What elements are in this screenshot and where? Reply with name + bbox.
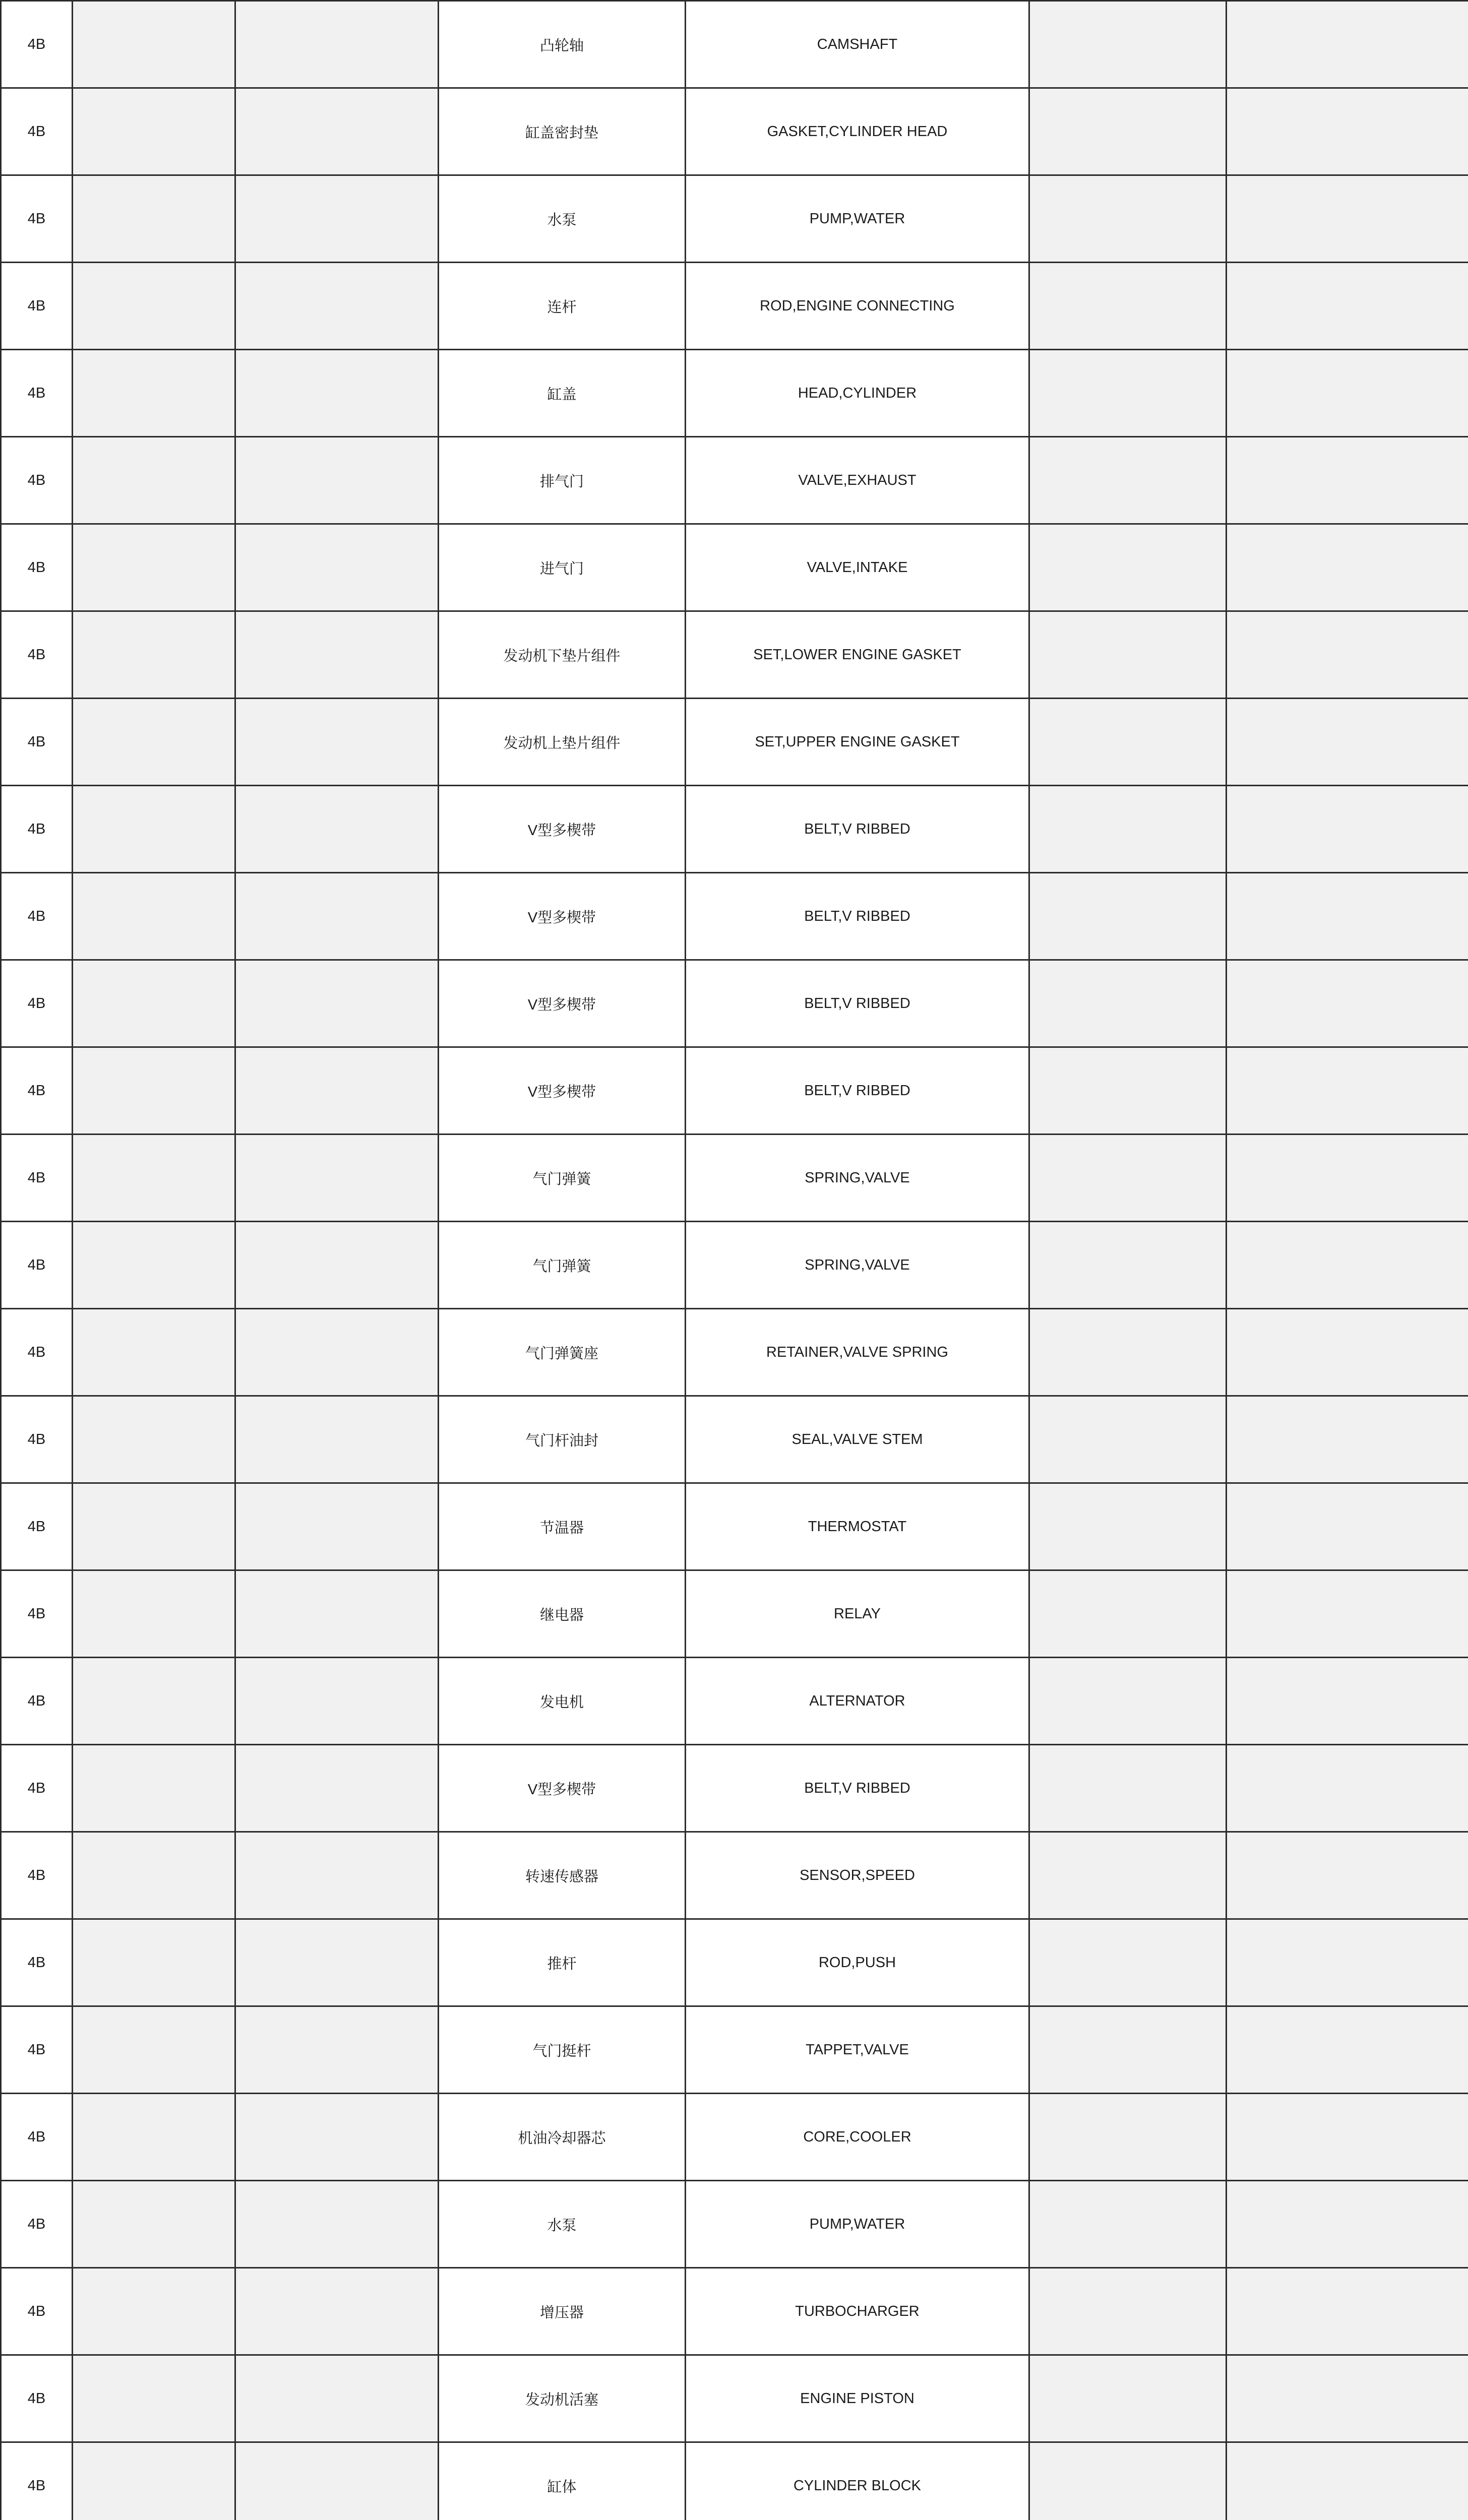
empty-cell-2: [235, 263, 439, 350]
empty-cell-2: [235, 699, 439, 786]
empty-cell-2: [235, 1570, 439, 1658]
table-row: [1, 2181, 1468, 2268]
empty-cell-4: [1227, 2355, 1468, 2442]
empty-cell-3: [1029, 1135, 1227, 1222]
chinese-name-cell: 气门弹簧座: [439, 1309, 686, 1396]
empty-cell-3: [1029, 2006, 1227, 2094]
english-name-cell: CYLINDER BLOCK: [686, 2442, 1029, 2520]
code-cell: 4B: [1, 1, 73, 88]
empty-cell-4: [1227, 524, 1468, 611]
empty-cell-2: [235, 786, 439, 873]
empty-cell-3: [1029, 1658, 1227, 1745]
empty-cell-2: [235, 1, 439, 88]
code-cell: 4B: [1, 1135, 73, 1222]
chinese-name-cell: 缸盖: [439, 350, 686, 437]
empty-cell-2: [235, 1745, 439, 1832]
table-row: [1, 1745, 1468, 1832]
empty-cell-2: [235, 611, 439, 699]
empty-cell-4: [1227, 1135, 1468, 1222]
english-name-cell: CORE,COOLER: [686, 2094, 1029, 2181]
chinese-name-cell: 排气门: [439, 437, 686, 524]
empty-cell-2: [235, 175, 439, 263]
chinese-name-cell: 水泵: [439, 2181, 686, 2268]
empty-cell-4: [1227, 1483, 1468, 1570]
empty-cell-1: [73, 2355, 235, 2442]
chinese-name-cell: V型多楔带: [439, 1047, 686, 1135]
table-body: [1, 1, 1468, 2520]
empty-cell-3: [1029, 1745, 1227, 1832]
table-row: [1, 175, 1468, 263]
english-name-cell: BELT,V RIBBED: [686, 1047, 1029, 1135]
empty-cell-4: [1227, 2094, 1468, 2181]
empty-cell-3: [1029, 1570, 1227, 1658]
chinese-name-cell: 发动机下垫片组件: [439, 611, 686, 699]
code-cell: 4B: [1, 1047, 73, 1135]
english-name-cell: BELT,V RIBBED: [686, 873, 1029, 960]
english-name-cell: CAMSHAFT: [686, 1, 1029, 88]
empty-cell-3: [1029, 2094, 1227, 2181]
empty-cell-4: [1227, 1832, 1468, 1919]
chinese-name-cell: 连杆: [439, 263, 686, 350]
english-name-cell: BELT,V RIBBED: [686, 1745, 1029, 1832]
table-row: [1, 88, 1468, 175]
chinese-name-cell: 气门杆油封: [439, 1396, 686, 1483]
empty-cell-4: [1227, 873, 1468, 960]
table-row: [1, 873, 1468, 960]
empty-cell-4: [1227, 611, 1468, 699]
code-cell: 4B: [1, 873, 73, 960]
english-name-cell: VALVE,INTAKE: [686, 524, 1029, 611]
code-cell: 4B: [1, 699, 73, 786]
empty-cell-4: [1227, 699, 1468, 786]
code-cell: 4B: [1, 960, 73, 1047]
english-name-cell: GASKET,CYLINDER HEAD: [686, 88, 1029, 175]
empty-cell-3: [1029, 437, 1227, 524]
english-name-cell: BELT,V RIBBED: [686, 786, 1029, 873]
empty-cell-1: [73, 437, 235, 524]
empty-cell-4: [1227, 1570, 1468, 1658]
empty-cell-3: [1029, 786, 1227, 873]
empty-cell-1: [73, 1047, 235, 1135]
chinese-name-cell: 推杆: [439, 1919, 686, 2006]
empty-cell-1: [73, 1658, 235, 1745]
empty-cell-2: [235, 1483, 439, 1570]
empty-cell-1: [73, 1309, 235, 1396]
table-row: [1, 2355, 1468, 2442]
empty-cell-4: [1227, 1, 1468, 88]
table-row: [1, 2094, 1468, 2181]
empty-cell-1: [73, 1, 235, 88]
chinese-name-cell: 机油冷却器芯: [439, 2094, 686, 2181]
english-name-cell: TAPPET,VALVE: [686, 2006, 1029, 2094]
empty-cell-3: [1029, 1483, 1227, 1570]
table-row: [1, 1832, 1468, 1919]
table-row: [1, 1658, 1468, 1745]
table-row: [1, 1919, 1468, 2006]
empty-cell-4: [1227, 2006, 1468, 2094]
empty-cell-3: [1029, 1309, 1227, 1396]
chinese-name-cell: V型多楔带: [439, 786, 686, 873]
chinese-name-cell: 发动机活塞: [439, 2355, 686, 2442]
code-cell: 4B: [1, 2268, 73, 2355]
empty-cell-2: [235, 524, 439, 611]
empty-cell-4: [1227, 350, 1468, 437]
empty-cell-3: [1029, 1222, 1227, 1309]
table-row: [1, 1, 1468, 88]
english-name-cell: HEAD,CYLINDER: [686, 350, 1029, 437]
chinese-name-cell: 发电机: [439, 1658, 686, 1745]
table-row: [1, 2268, 1468, 2355]
empty-cell-4: [1227, 960, 1468, 1047]
chinese-name-cell: 转速传感器: [439, 1832, 686, 1919]
code-cell: 4B: [1, 2355, 73, 2442]
empty-cell-2: [235, 873, 439, 960]
code-cell: 4B: [1, 2181, 73, 2268]
empty-cell-3: [1029, 524, 1227, 611]
empty-cell-3: [1029, 263, 1227, 350]
empty-cell-4: [1227, 1745, 1468, 1832]
code-cell: 4B: [1, 263, 73, 350]
table-row: [1, 1309, 1468, 1396]
chinese-name-cell: 节温器: [439, 1483, 686, 1570]
code-cell: 4B: [1, 1222, 73, 1309]
empty-cell-3: [1029, 175, 1227, 263]
empty-cell-1: [73, 524, 235, 611]
empty-cell-3: [1029, 1, 1227, 88]
empty-cell-2: [235, 1396, 439, 1483]
table-row: [1, 699, 1468, 786]
chinese-name-cell: 缸盖密封垫: [439, 88, 686, 175]
empty-cell-2: [235, 437, 439, 524]
code-cell: 4B: [1, 2094, 73, 2181]
empty-cell-1: [73, 1483, 235, 1570]
empty-cell-3: [1029, 2181, 1227, 2268]
empty-cell-2: [235, 1135, 439, 1222]
empty-cell-1: [73, 2268, 235, 2355]
english-name-cell: SEAL,VALVE STEM: [686, 1396, 1029, 1483]
empty-cell-4: [1227, 88, 1468, 175]
table-row: [1, 2442, 1468, 2520]
empty-cell-1: [73, 873, 235, 960]
empty-cell-1: [73, 1570, 235, 1658]
empty-cell-3: [1029, 2442, 1227, 2520]
empty-cell-1: [73, 1135, 235, 1222]
english-name-cell: PUMP,WATER: [686, 2181, 1029, 2268]
empty-cell-2: [235, 2094, 439, 2181]
empty-cell-1: [73, 175, 235, 263]
empty-cell-1: [73, 786, 235, 873]
code-cell: 4B: [1, 437, 73, 524]
chinese-name-cell: 进气门: [439, 524, 686, 611]
english-name-cell: ENGINE PISTON: [686, 2355, 1029, 2442]
empty-cell-2: [235, 2181, 439, 2268]
chinese-name-cell: V型多楔带: [439, 1745, 686, 1832]
chinese-name-cell: 发动机上垫片组件: [439, 699, 686, 786]
empty-cell-2: [235, 350, 439, 437]
code-cell: 4B: [1, 1745, 73, 1832]
empty-cell-2: [235, 1919, 439, 2006]
empty-cell-3: [1029, 611, 1227, 699]
empty-cell-3: [1029, 2355, 1227, 2442]
code-cell: 4B: [1, 175, 73, 263]
empty-cell-2: [235, 1309, 439, 1396]
code-cell: 4B: [1, 1309, 73, 1396]
empty-cell-2: [235, 2355, 439, 2442]
english-name-cell: SPRING,VALVE: [686, 1135, 1029, 1222]
empty-cell-2: [235, 88, 439, 175]
code-cell: 4B: [1, 1570, 73, 1658]
code-cell: 4B: [1, 1396, 73, 1483]
code-cell: 4B: [1, 524, 73, 611]
empty-cell-1: [73, 2094, 235, 2181]
chinese-name-cell: 气门弹簧: [439, 1135, 686, 1222]
chinese-name-cell: 气门挺杆: [439, 2006, 686, 2094]
code-cell: 4B: [1, 611, 73, 699]
empty-cell-1: [73, 1222, 235, 1309]
english-name-cell: RELAY: [686, 1570, 1029, 1658]
code-cell: 4B: [1, 2442, 73, 2520]
empty-cell-4: [1227, 263, 1468, 350]
table-row: [1, 1047, 1468, 1135]
empty-cell-4: [1227, 1396, 1468, 1483]
empty-cell-4: [1227, 437, 1468, 524]
chinese-name-cell: V型多楔带: [439, 960, 686, 1047]
english-name-cell: PUMP,WATER: [686, 175, 1029, 263]
english-name-cell: BELT,V RIBBED: [686, 960, 1029, 1047]
english-name-cell: SENSOR,SPEED: [686, 1832, 1029, 1919]
empty-cell-1: [73, 350, 235, 437]
empty-cell-2: [235, 2268, 439, 2355]
table-row: [1, 524, 1468, 611]
code-cell: 4B: [1, 1919, 73, 2006]
empty-cell-4: [1227, 786, 1468, 873]
empty-cell-2: [235, 2442, 439, 2520]
empty-cell-4: [1227, 1222, 1468, 1309]
empty-cell-3: [1029, 873, 1227, 960]
chinese-name-cell: V型多楔带: [439, 873, 686, 960]
chinese-name-cell: 缸体: [439, 2442, 686, 2520]
table-row: [1, 1135, 1468, 1222]
empty-cell-1: [73, 88, 235, 175]
empty-cell-1: [73, 2442, 235, 2520]
table-row: [1, 263, 1468, 350]
table-row: [1, 1570, 1468, 1658]
empty-cell-3: [1029, 960, 1227, 1047]
table-row: [1, 437, 1468, 524]
empty-cell-2: [235, 1047, 439, 1135]
empty-cell-4: [1227, 1919, 1468, 2006]
code-cell: 4B: [1, 1832, 73, 1919]
english-name-cell: ROD,PUSH: [686, 1919, 1029, 2006]
empty-cell-1: [73, 1745, 235, 1832]
empty-cell-1: [73, 960, 235, 1047]
table-row: [1, 786, 1468, 873]
empty-cell-2: [235, 1832, 439, 1919]
chinese-name-cell: 凸轮轴: [439, 1, 686, 88]
code-cell: 4B: [1, 1658, 73, 1745]
empty-cell-4: [1227, 1658, 1468, 1745]
empty-cell-1: [73, 263, 235, 350]
empty-cell-3: [1029, 1396, 1227, 1483]
empty-cell-4: [1227, 2181, 1468, 2268]
code-cell: 4B: [1, 2006, 73, 2094]
empty-cell-3: [1029, 1047, 1227, 1135]
empty-cell-4: [1227, 2442, 1468, 2520]
empty-cell-1: [73, 1832, 235, 1919]
table-row: [1, 960, 1468, 1047]
empty-cell-1: [73, 1919, 235, 2006]
empty-cell-1: [73, 699, 235, 786]
code-cell: 4B: [1, 88, 73, 175]
chinese-name-cell: 气门弹簧: [439, 1222, 686, 1309]
empty-cell-3: [1029, 1919, 1227, 2006]
chinese-name-cell: 继电器: [439, 1570, 686, 1658]
empty-cell-3: [1029, 699, 1227, 786]
english-name-cell: RETAINER,VALVE SPRING: [686, 1309, 1029, 1396]
empty-cell-1: [73, 1396, 235, 1483]
empty-cell-3: [1029, 2268, 1227, 2355]
code-cell: 4B: [1, 786, 73, 873]
table-row: [1, 2006, 1468, 2094]
empty-cell-4: [1227, 1309, 1468, 1396]
english-name-cell: SET,LOWER ENGINE GASKET: [686, 611, 1029, 699]
english-name-cell: ALTERNATOR: [686, 1658, 1029, 1745]
empty-cell-1: [73, 611, 235, 699]
table-row: [1, 350, 1468, 437]
english-name-cell: VALVE,EXHAUST: [686, 437, 1029, 524]
english-name-cell: ROD,ENGINE CONNECTING: [686, 263, 1029, 350]
english-name-cell: TURBOCHARGER: [686, 2268, 1029, 2355]
code-cell: 4B: [1, 350, 73, 437]
english-name-cell: SPRING,VALVE: [686, 1222, 1029, 1309]
table-row: [1, 1222, 1468, 1309]
empty-cell-2: [235, 1222, 439, 1309]
empty-cell-3: [1029, 88, 1227, 175]
empty-cell-4: [1227, 2268, 1468, 2355]
english-name-cell: SET,UPPER ENGINE GASKET: [686, 699, 1029, 786]
empty-cell-4: [1227, 1047, 1468, 1135]
chinese-name-cell: 增压器: [439, 2268, 686, 2355]
empty-cell-3: [1029, 1832, 1227, 1919]
english-name-cell: THERMOSTAT: [686, 1483, 1029, 1570]
empty-cell-1: [73, 2006, 235, 2094]
chinese-name-cell: 水泵: [439, 175, 686, 263]
empty-cell-2: [235, 2006, 439, 2094]
table-row: [1, 611, 1468, 699]
empty-cell-2: [235, 1658, 439, 1745]
table-row: [1, 1483, 1468, 1570]
table-row: [1, 1396, 1468, 1483]
empty-cell-2: [235, 960, 439, 1047]
empty-cell-4: [1227, 175, 1468, 263]
code-cell: 4B: [1, 1483, 73, 1570]
empty-cell-1: [73, 2181, 235, 2268]
empty-cell-3: [1029, 350, 1227, 437]
